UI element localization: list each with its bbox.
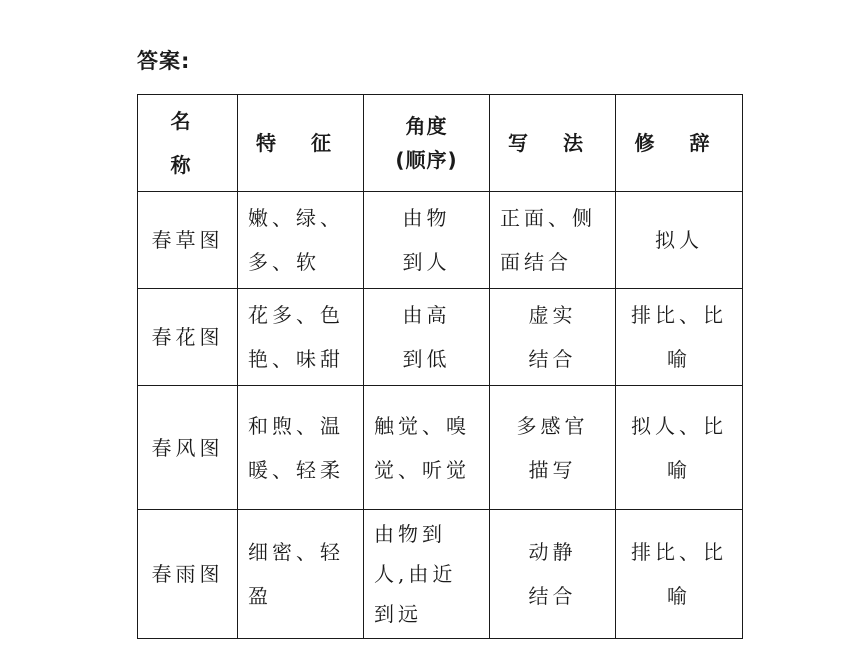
row-features bbox=[238, 510, 364, 639]
row-angle bbox=[364, 510, 490, 639]
cell-line: 暖、轻柔 bbox=[248, 457, 344, 482]
row-name: 春花图 bbox=[138, 289, 238, 386]
cell-line: 人,由近 bbox=[374, 562, 457, 586]
cell-line: 虚实 bbox=[528, 303, 577, 327]
header-features: 特 征 bbox=[238, 95, 364, 192]
cell-line: 到低 bbox=[402, 347, 451, 371]
table-header-row bbox=[138, 95, 743, 192]
answer-heading: 答案: bbox=[137, 49, 191, 73]
cell-line: 由物 bbox=[402, 206, 451, 230]
row-method bbox=[490, 386, 616, 510]
cell-line: 花多、色 bbox=[248, 303, 344, 327]
row-angle bbox=[364, 386, 490, 510]
table-row bbox=[138, 510, 743, 639]
cell-line: 到远 bbox=[374, 602, 422, 626]
cell-line: 觉、听觉 bbox=[374, 457, 470, 482]
header-angle bbox=[364, 95, 490, 192]
cell-line: 由物到 bbox=[374, 522, 446, 546]
row-rhetoric: 排比、比喻 bbox=[616, 510, 743, 639]
cell-line: 面结合 bbox=[500, 250, 572, 274]
row-name: 春风图 bbox=[138, 386, 238, 510]
row-features bbox=[238, 386, 364, 510]
row-features bbox=[238, 192, 364, 289]
cell-line: 描写 bbox=[528, 457, 577, 482]
row-method bbox=[490, 510, 616, 639]
row-method bbox=[490, 289, 616, 386]
row-name: 春雨图 bbox=[138, 510, 238, 639]
row-method bbox=[490, 192, 616, 289]
header-angle-order: (顺序) bbox=[395, 148, 458, 172]
row-rhetoric: 拟人 bbox=[616, 192, 743, 289]
cell-line: 动静 bbox=[528, 540, 577, 564]
cell-line: 多感官 bbox=[516, 413, 589, 438]
table-row bbox=[138, 289, 743, 386]
cell-line: 细密、轻 bbox=[248, 540, 344, 564]
cell-line: 正面、侧 bbox=[500, 206, 596, 230]
cell-line: 触觉、嗅 bbox=[374, 413, 470, 438]
cell-line: 嫩、绿、 bbox=[248, 206, 344, 230]
row-name: 春草图 bbox=[138, 192, 238, 289]
cell-line: 结合 bbox=[528, 584, 577, 608]
answer-table bbox=[137, 94, 743, 639]
header-angle-line: 角度 bbox=[405, 114, 448, 138]
cell-line: 盈 bbox=[248, 584, 272, 608]
cell-line: 和煦、温 bbox=[248, 413, 344, 438]
row-rhetoric: 拟人、比喻 bbox=[616, 386, 743, 510]
cell-line: 多、软 bbox=[248, 250, 320, 274]
cell-line: 结合 bbox=[528, 347, 577, 371]
row-angle bbox=[364, 192, 490, 289]
row-angle bbox=[364, 289, 490, 386]
cell-line: 艳、味甜 bbox=[248, 347, 344, 371]
header-name: 名 称 bbox=[138, 95, 238, 192]
header-rhetoric: 修 辞 bbox=[616, 95, 743, 192]
row-rhetoric: 排比、比喻 bbox=[616, 289, 743, 386]
row-features bbox=[238, 289, 364, 386]
header-method: 写 法 bbox=[490, 95, 616, 192]
cell-line: 由高 bbox=[402, 303, 451, 327]
table-row bbox=[138, 386, 743, 510]
table-row bbox=[138, 192, 743, 289]
cell-line: 到人 bbox=[402, 250, 451, 274]
